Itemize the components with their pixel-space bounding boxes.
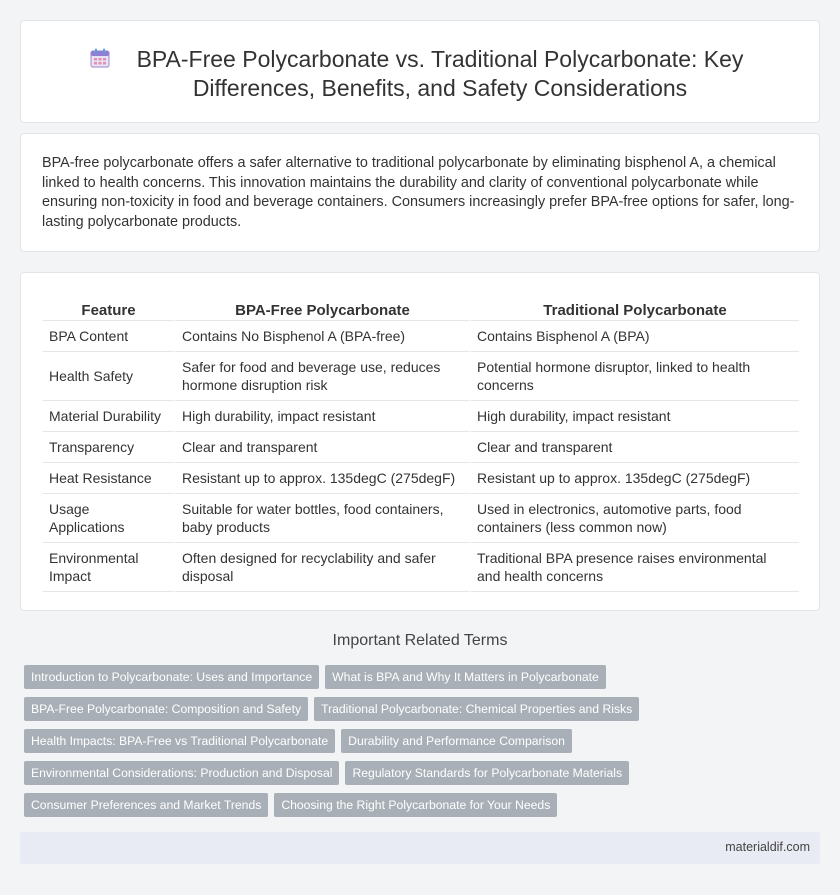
row-traditional: Used in electronics, automotive parts, food containers (less common now): [469, 494, 799, 543]
row-bpa-free: High durability, impact resistant: [174, 401, 469, 432]
table-row: [43, 321, 799, 352]
table-row: [43, 401, 799, 432]
row-traditional: Traditional BPA presence raises environmental and health concerns: [469, 543, 799, 592]
row-traditional: High durability, impact resistant: [469, 401, 799, 432]
row-bpa-free: Often designed for recyclability and safer disposal: [174, 543, 469, 592]
row-traditional: Clear and transparent: [469, 432, 799, 463]
related-terms-list: [24, 665, 824, 825]
table-row: [43, 494, 799, 543]
related-term-tag[interactable]: Introduction to Polycarbonate: Uses and Importance: [24, 665, 319, 689]
row-traditional: Contains Bisphenol A (BPA): [469, 321, 799, 352]
intro-paragraph: BPA-free polycarbonate offers a safer alternative to traditional polycarbonate by eliminating bisphenol A, a chemical linked to health concerns. This innovation maintains the durability and clarity of conventional polycarbonate while ensuring non-toxicity in food and beverage containers. Consumers increasingly prefer BPA-free options for safer, long-lasting polycarbonate products.: [42, 155, 795, 230]
row-feature: Health Safety: [43, 352, 174, 401]
related-term-tag[interactable]: What is BPA and Why It Matters in Polycarbonate: [325, 665, 606, 689]
related-term-tag[interactable]: Traditional Polycarbonate: Chemical Properties and Risks: [314, 697, 639, 721]
footer-bar: [20, 832, 820, 864]
row-feature: Transparency: [43, 432, 174, 463]
related-term-tag[interactable]: Environmental Considerations: Production and Disposal: [24, 761, 339, 785]
related-term-tag[interactable]: BPA-Free Polycarbonate: Composition and Safety: [24, 697, 308, 721]
row-bpa-free: Safer for food and beverage use, reduces hormone disruption risk: [174, 352, 469, 401]
header-traditional: Traditional Polycarbonate: [469, 297, 799, 321]
related-term-tag[interactable]: Consumer Preferences and Market Trends: [24, 793, 268, 817]
row-bpa-free: Resistant up to approx. 135degC (275degF): [174, 463, 469, 494]
related-term-tag[interactable]: Regulatory Standards for Polycarbonate Materials: [345, 761, 629, 785]
header-feature: Feature: [43, 297, 174, 321]
row-bpa-free: Suitable for water bottles, food containers, baby products: [174, 494, 469, 543]
row-traditional: Resistant up to approx. 135degC (275degF): [469, 463, 799, 494]
related-term-tag[interactable]: Durability and Performance Comparison: [341, 729, 572, 753]
row-bpa-free: Clear and transparent: [174, 432, 469, 463]
related-terms-heading: Important Related Terms: [332, 632, 508, 649]
row-bpa-free: Contains No Bisphenol A (BPA-free): [174, 321, 469, 352]
table-row: [43, 352, 799, 401]
intro-card: [20, 133, 820, 252]
row-feature: Environmental Impact: [43, 543, 174, 592]
footer-site-link[interactable]: materialdif.com: [725, 840, 810, 854]
table-row: [43, 543, 799, 592]
table-header-row: [43, 297, 799, 321]
row-feature: Usage Applications: [43, 494, 174, 543]
table-row: [43, 432, 799, 463]
row-feature: Material Durability: [43, 401, 174, 432]
row-feature: BPA Content: [43, 321, 174, 352]
comparison-table: [43, 297, 799, 592]
comparison-card: [20, 272, 820, 611]
row-traditional: Potential hormone disruptor, linked to health concerns: [469, 352, 799, 401]
table-row: [43, 463, 799, 494]
related-term-tag[interactable]: Health Impacts: BPA-Free vs Traditional Polycarbonate: [24, 729, 335, 753]
header-bpa-free: BPA-Free Polycarbonate: [174, 297, 469, 321]
row-feature: Heat Resistance: [43, 463, 174, 494]
related-term-tag[interactable]: Choosing the Right Polycarbonate for Your Needs: [274, 793, 557, 817]
title-card: [20, 20, 820, 123]
page-title: BPA-Free Polycarbonate vs. Traditional Polycarbonate: Key Differences, Benefits, and Safety Considerations: [136, 46, 744, 101]
